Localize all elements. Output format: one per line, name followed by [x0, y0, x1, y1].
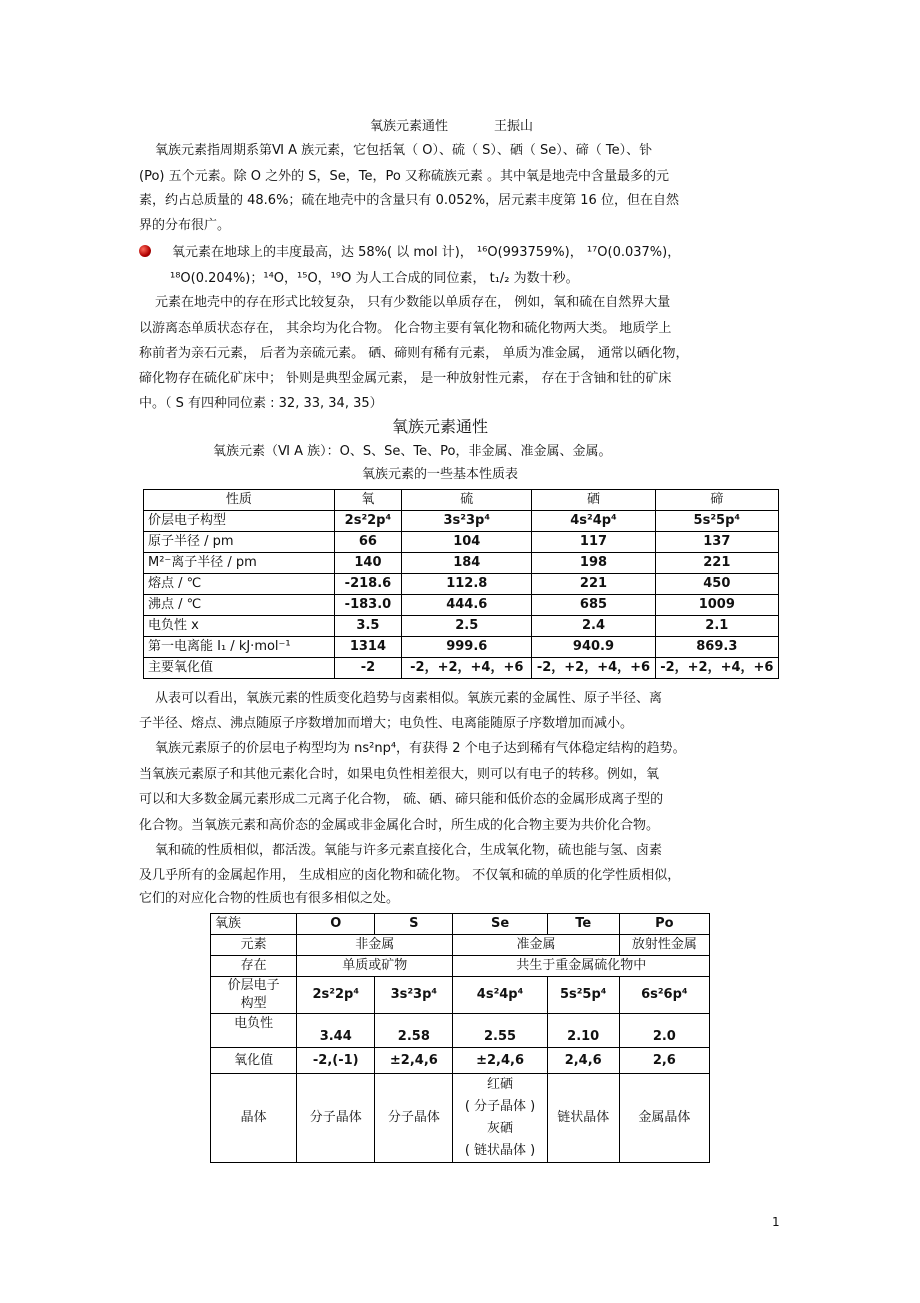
row-label: 价层电子构型: [144, 511, 335, 532]
table-cell: 1314: [334, 637, 402, 658]
table-cell: -183.0: [334, 595, 402, 616]
page-number: 1: [772, 1215, 780, 1229]
table-cell: 金属晶体: [619, 1074, 709, 1163]
header-cell: Se: [453, 914, 547, 935]
body-line-8: 及几乎所有的金属起作用， 生成相应的卤化物和硫化物。 不仅氧和硫的单质的化学性质相似，: [139, 868, 681, 883]
table-cell: 3.44: [297, 1014, 375, 1048]
table-row: [144, 574, 779, 595]
table-cell: 准金属: [453, 935, 619, 956]
table-cell: 链状晶体: [547, 1074, 619, 1163]
table-cell: -2，+2，+4，+6: [655, 658, 778, 679]
table-cell: 2.0: [619, 1014, 709, 1048]
table-cell: 2,4,6: [547, 1048, 619, 1074]
table-row: [211, 1014, 710, 1048]
table-cell: 940.9: [532, 637, 655, 658]
table-cell: 3s²3p⁴: [402, 511, 532, 532]
table-header-row: [211, 914, 710, 935]
row-label: 熔点 / ℃: [144, 574, 335, 595]
table-row: [211, 1074, 710, 1163]
crystal-se-line: ( 分子晶体 ): [464, 1099, 536, 1114]
header-cell: 氧族: [211, 914, 297, 935]
table-cell: ±2,4,6: [375, 1048, 453, 1074]
table-row: [211, 935, 710, 956]
table-cell: 4s²4p⁴: [453, 977, 547, 1014]
crystal-se-line: ( 链状晶体 ): [464, 1143, 536, 1158]
table-cell: 2.4: [532, 616, 655, 637]
body-line-3: 氧族元素原子的价层电子构型均为 ns²np⁴，有获得 2 个电子达到稀有气体稳定结构的趋势。: [155, 741, 686, 756]
row-label-line: 构型: [240, 996, 267, 1011]
table-cell: [453, 1074, 547, 1163]
row-label: [211, 977, 297, 1014]
table-cell: 221: [655, 553, 778, 574]
row-label: 沸点 / ℃: [144, 595, 335, 616]
title-text: 氧族元素通性: [370, 119, 449, 134]
table-row: [211, 956, 710, 977]
table-cell: -2，+2，+4，+6: [402, 658, 532, 679]
table-row: [144, 553, 779, 574]
header-cell: Te: [547, 914, 619, 935]
header-cell: O: [297, 914, 375, 935]
occurrence-line-3: 称前者为亲石元素， 后者为亲硫元素。 硒、碲则有稀有元素， 单质为准金属， 通常以硒化物，: [139, 346, 689, 361]
table-cell: 869.3: [655, 637, 778, 658]
row-label-line: 价层电子: [227, 978, 280, 993]
table-row: [144, 637, 779, 658]
table-cell: ±2,4,6: [453, 1048, 547, 1074]
occurrence-line-5: 中。（ S 有四种同位素 : 32, 33, 34, 35）: [139, 396, 383, 411]
header-cell: 氧: [334, 490, 402, 511]
table-row: [211, 1048, 710, 1074]
table-cell: 2s²2p⁴: [334, 511, 402, 532]
row-label: M²⁻离子半径 / pm: [144, 553, 335, 574]
table-cell: 5s²5p⁴: [547, 977, 619, 1014]
table-cell: 2.55: [453, 1014, 547, 1048]
table-cell: 2s²2p⁴: [297, 977, 375, 1014]
table-row: [144, 595, 779, 616]
crystal-se-line: 红硒: [487, 1077, 514, 1092]
table-cell: 66: [334, 532, 402, 553]
row-label: 主要氧化值: [144, 658, 335, 679]
table-cell: 3s²3p⁴: [375, 977, 453, 1014]
body-line-6: 化合物。当氧族元素和高价态的金属或非金属化合时，所生成的化合物主要为共价化合物。: [139, 818, 660, 833]
table-cell: 4s²4p⁴: [532, 511, 655, 532]
section-title: 氧族元素通性: [392, 417, 489, 436]
intro-line-4: 界的分布很广。: [139, 218, 231, 233]
table-caption: 氧族元素的一些基本性质表: [362, 467, 519, 482]
occurrence-line-2: 以游离态单质状态存在， 其余均为化合物。 化合物主要有氧化物和硫化物两大类。 地质学上: [139, 321, 672, 336]
header-cell: S: [375, 914, 453, 935]
occurrence-line-1: 元素在地壳中的存在形式比较复杂， 只有少数能以单质存在， 例如，氧和硫在自然界大量: [155, 295, 671, 310]
table-cell: -2: [334, 658, 402, 679]
table-cell: 2.58: [375, 1014, 453, 1048]
table-row: [144, 532, 779, 553]
row-label: 存在: [211, 956, 297, 977]
row-label: 第一电离能 I₁ / kJ·mol⁻¹: [144, 637, 335, 658]
row-label: 原子半径 / pm: [144, 532, 335, 553]
body-line-1: 从表可以看出，氧族元素的性质变化趋势与卤素相似。氧族元素的金属性、原子半径、离: [155, 691, 663, 706]
table-cell: -218.6: [334, 574, 402, 595]
table-cell: 685: [532, 595, 655, 616]
abundance-line-1: 氧元素在地球上的丰度最高，达 58%( 以 mol 计)， ¹⁶O(993759%)， ¹⁷O(0.037%)，: [172, 245, 681, 260]
table-cell: 非金属: [297, 935, 453, 956]
table-cell: 444.6: [402, 595, 532, 616]
header-cell: 碲: [655, 490, 778, 511]
intro-line-3: 素，约占总质量的 48.6%；硫在地壳中的含量只有 0.052%，居元素丰度第 16 位，但在自然: [139, 193, 679, 208]
body-line-5: 可以和大多数金属元素形成二元离子化合物， 硫、硒、碲只能和低价态的金属形成离子型的: [139, 792, 664, 807]
table-cell: 117: [532, 532, 655, 553]
table-cell: 5s²5p⁴: [655, 511, 778, 532]
table-cell: 2.10: [547, 1014, 619, 1048]
section-subtitle: 氧族元素（Ⅵ A 族）：O、S、Se、Te、Po，非金属、准金属、金属。: [213, 444, 612, 459]
table-cell: 分子晶体: [297, 1074, 375, 1163]
table-cell: 1009: [655, 595, 778, 616]
table-cell: 2.5: [402, 616, 532, 637]
properties-table: [143, 489, 779, 679]
crystal-se-line: 灰硒: [487, 1121, 514, 1136]
table-cell: 104: [402, 532, 532, 553]
row-label: 电负性 x: [144, 616, 335, 637]
table-cell: 221: [532, 574, 655, 595]
table-cell: 分子晶体: [375, 1074, 453, 1163]
header-cell: 硒: [532, 490, 655, 511]
table-cell: 112.8: [402, 574, 532, 595]
header-cell: 硫: [402, 490, 532, 511]
header-cell: 性质: [144, 490, 335, 511]
table-cell: 137: [655, 532, 778, 553]
table-cell: 2.1: [655, 616, 778, 637]
table-row: [144, 511, 779, 532]
table-row: [211, 977, 710, 1014]
table-cell: 450: [655, 574, 778, 595]
table-cell: 单质或矿物: [297, 956, 453, 977]
bullet-icon: [139, 245, 151, 257]
table-row: [144, 658, 779, 679]
intro-line-1: 氧族元素指周期系第Ⅵ A 族元素，它包括氧（ O）、硫（ S）、硒（ Se）、碲（ Te）、钋: [155, 143, 653, 158]
table-cell: 放射性金属: [619, 935, 709, 956]
doc-title-small: [370, 118, 533, 136]
occurrence-line-4: 碲化物存在硫化矿床中； 钋则是典型金属元素， 是一种放射性元素， 存在于含铀和钍的矿床: [139, 371, 672, 386]
table-cell: 198: [532, 553, 655, 574]
table-cell: -2，+2，+4，+6: [532, 658, 655, 679]
body-line-2: 子半径、熔点、沸点随原子序数增加而增大；电负性、电离能随原子序数增加而减小。: [139, 716, 634, 731]
table-header-row: [144, 490, 779, 511]
row-label: 氧化值: [211, 1048, 297, 1074]
table-cell: 共生于重金属硫化物中: [453, 956, 710, 977]
table-cell: 184: [402, 553, 532, 574]
table-cell: 3.5: [334, 616, 402, 637]
table-cell: -2,(-1): [297, 1048, 375, 1074]
header-cell: Po: [619, 914, 709, 935]
author: 王振山: [494, 119, 534, 134]
abundance-line-2: ¹⁸O(0.204%)；¹⁴O，¹⁵O，¹⁹O 为人工合成的同位素， t₁/₂ 为数十秒。: [170, 271, 579, 286]
table-row: [144, 616, 779, 637]
body-line-7: 氧和硫的性质相似，都活泼。氧能与许多元素直接化合，生成氧化物，硫也能与氢、卤素: [155, 843, 663, 858]
row-label: 晶体: [211, 1074, 297, 1163]
intro-line-2: (Po) 五个元素。除 O 之外的 S，Se，Te，Po 又称硫族元素 。其中氧是地壳中含量最多的元: [139, 169, 670, 184]
table-cell: 6s²6p⁴: [619, 977, 709, 1014]
table-cell: 2,6: [619, 1048, 709, 1074]
body-line-9: 它们的对应化合物的性质也有很多相似之处。: [139, 891, 400, 906]
body-line-4: 当氧族元素原子和其他元素化合时，如果电负性相差很大，则可以有电子的转移。例如，氧: [139, 767, 660, 782]
table-cell: 140: [334, 553, 402, 574]
row-label: 电负性: [211, 1014, 297, 1048]
row-label: 元素: [211, 935, 297, 956]
table-cell: 999.6: [402, 637, 532, 658]
comparison-table: [210, 913, 710, 1163]
